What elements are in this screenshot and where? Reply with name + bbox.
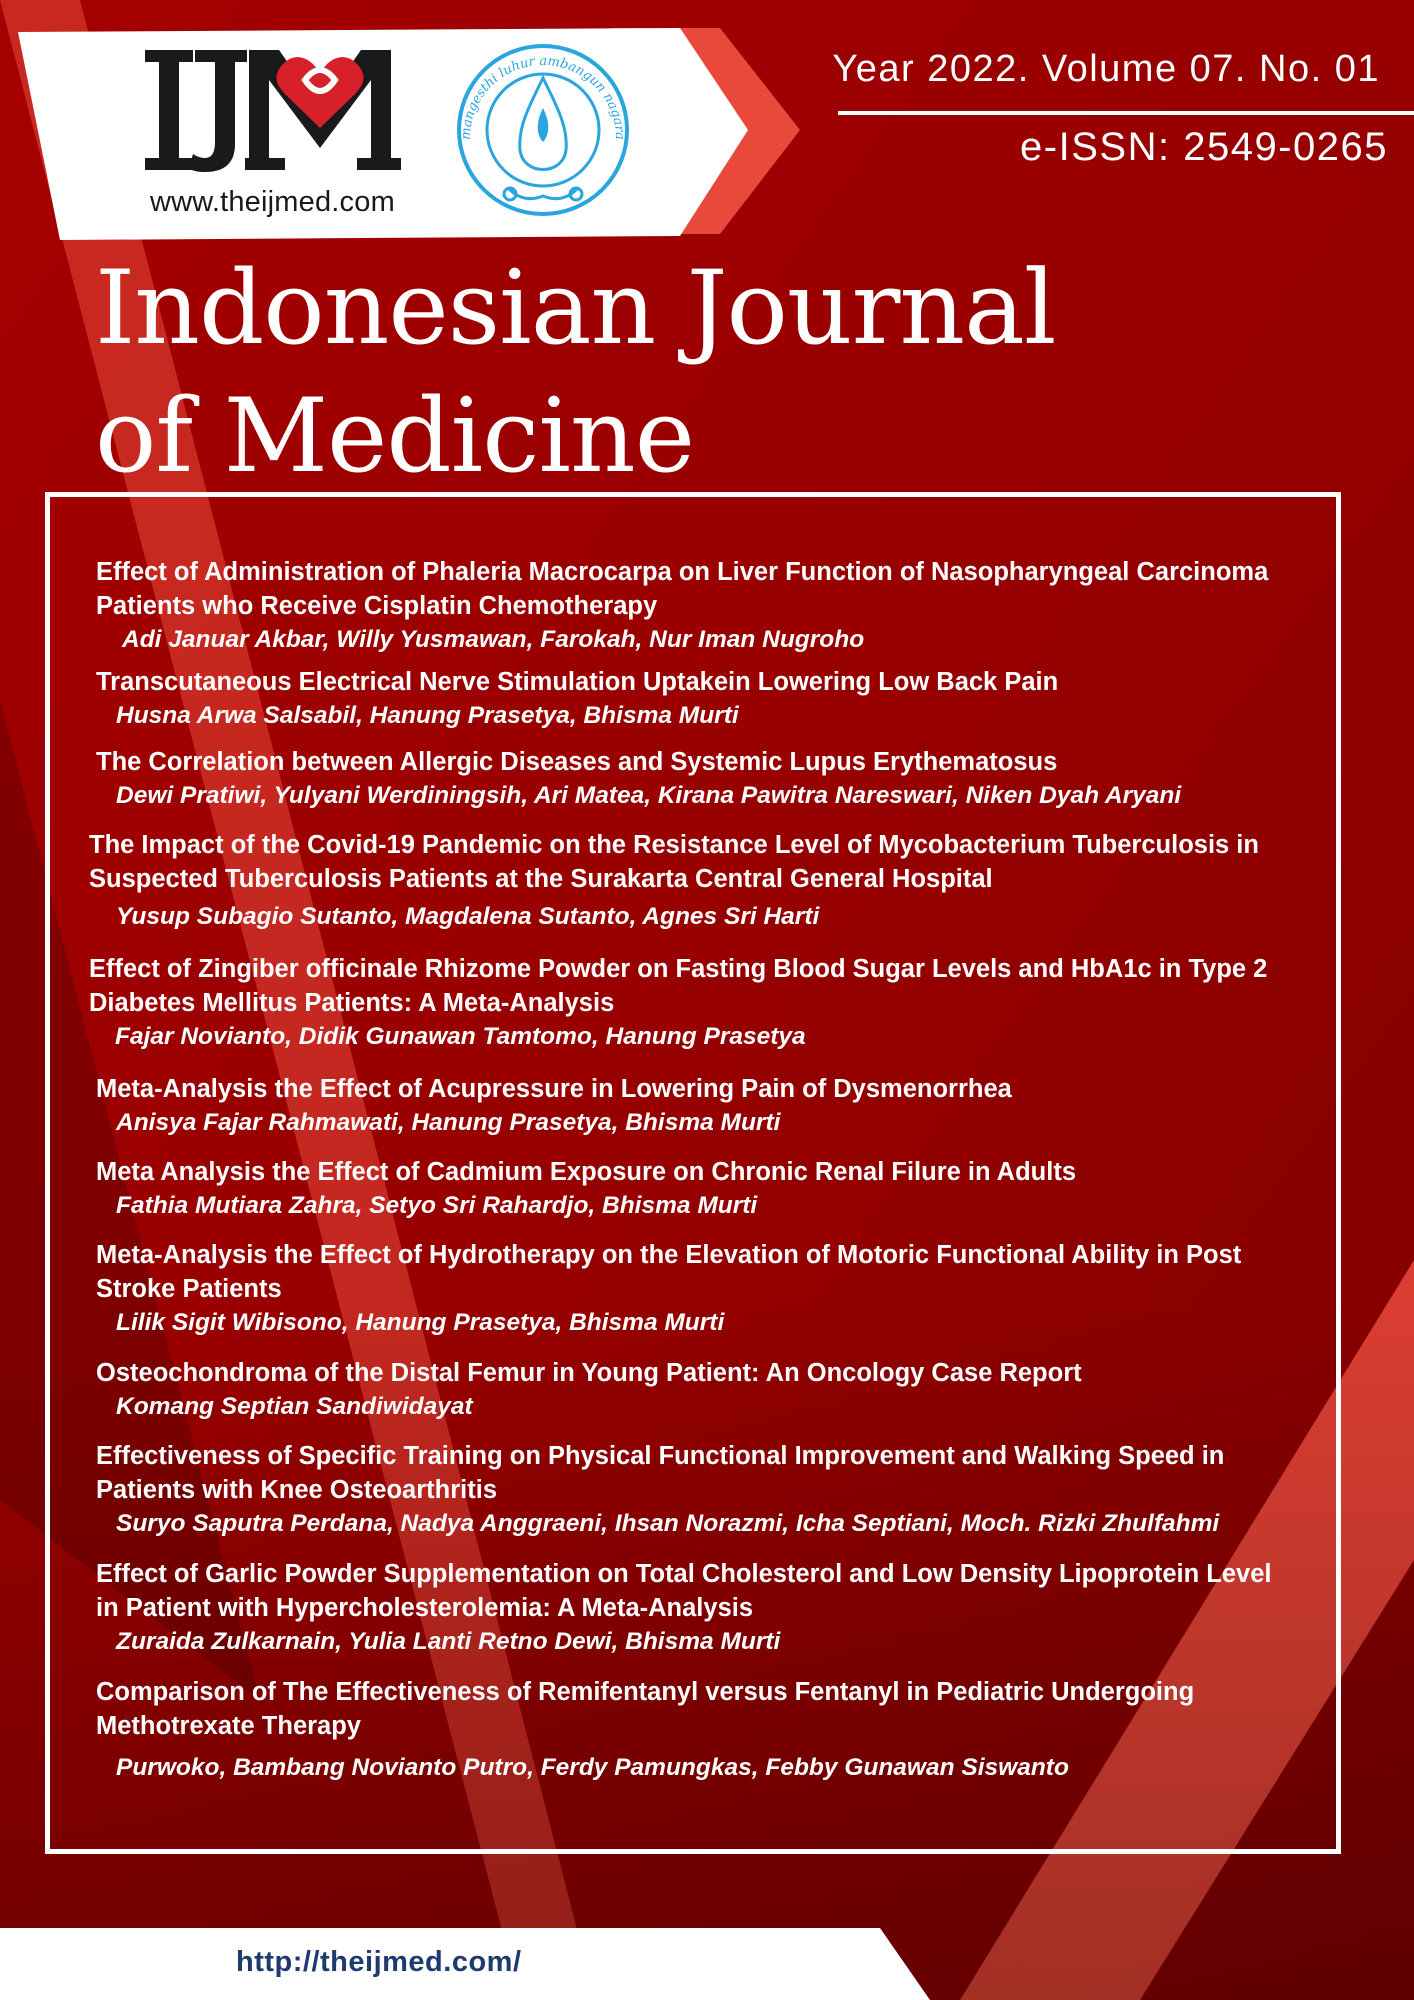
article-authors: Yusup Subagio Sutanto, Magdalena Sutanto, Agnes Sri Harti [116, 903, 820, 930]
footer-url-link[interactable]: http://theijmed.com/ [236, 1946, 522, 1978]
article-authors: Lilik Sigit Wibisono, Hanung Prasetya, Bhisma Murti [116, 1309, 725, 1336]
article-item[interactable] [96, 1072, 1012, 1139]
article-item[interactable] [96, 1238, 1241, 1339]
article-title[interactable]: Transcutaneous Electrical Nerve Stimulation Uptakein Lowering Low Back Pain [96, 668, 1059, 696]
article-title[interactable]: Patients with Knee Osteoarthritis [96, 1476, 498, 1504]
article-authors: Fajar Novianto, Didik Gunawan Tamtomo, Hanung Prasetya [115, 1023, 806, 1050]
article-title[interactable]: Meta Analysis the Effect of Cadmium Exposure on Chronic Renal Filure in Adults [96, 1158, 1077, 1186]
article-title[interactable]: Effectiveness of Specific Training on Physical Functional Improvement and Walking Speed in [96, 1442, 1225, 1470]
table-of-contents [45, 492, 1341, 1854]
article-authors: Husna Arwa Salsabil, Hanung Prasetya, Bhisma Murti [116, 702, 739, 729]
article-title[interactable]: The Impact of the Covid-19 Pandemic on the Resistance Level of Mycobacterium Tuberculosis in [89, 831, 1259, 859]
article-title[interactable]: Meta-Analysis the Effect of Hydrotherapy on the Elevation of Motoric Functional Ability in Post [96, 1241, 1242, 1269]
journal-title-line-1: Indonesian Journal [95, 249, 1056, 368]
article-title[interactable]: Methotrexate Therapy [96, 1712, 361, 1740]
issn-label: e-ISSN: 2549-0265 [1020, 125, 1388, 169]
article-authors: Dewi Pratiwi, Yulyani Werdiningsih, Ari Matea, Kirana Pawitra Nareswari, Niken Dyah Aryani [116, 782, 1182, 809]
article-authors: Zuraida Zulkarnain, Yulia Lanti Retno Dewi, Bhisma Murti [116, 1628, 781, 1655]
article-item[interactable] [96, 665, 1058, 732]
article-authors: Anisya Fajar Rahmawati, Hanung Prasetya, Bhisma Murti [116, 1109, 781, 1136]
article-title[interactable]: Comparison of The Effectiveness of Remifentanyl versus Fentanyl in Pediatric Undergoing [96, 1678, 1195, 1706]
article-item[interactable] [96, 1675, 1194, 1784]
article-authors: Purwoko, Bambang Novianto Putro, Ferdy Pamungkas, Febby Gunawan Siswanto [116, 1754, 1069, 1781]
article-item[interactable] [96, 745, 1181, 812]
article-item[interactable] [96, 1356, 1082, 1423]
article-title[interactable]: The Correlation between Allergic Diseases and Systemic Lupus Erythematosus [96, 748, 1058, 776]
article-title[interactable]: Osteochondroma of the Distal Femur in Young Patient: An Oncology Case Report [96, 1359, 1082, 1387]
ijm-logo[interactable] [145, 50, 425, 182]
article-item[interactable] [96, 1439, 1224, 1540]
article-title[interactable]: Suspected Tuberculosis Patients at the Surakarta Central General Hospital [89, 865, 993, 893]
article-item[interactable] [96, 1155, 1076, 1222]
article-authors: Adi Januar Akbar, Willy Yusmawan, Farokah, Nur Iman Nugroho [122, 626, 865, 653]
article-authors: Fathia Mutiara Zahra, Setyo Sri Rahardjo, Bhisma Murti [116, 1192, 758, 1219]
article-title[interactable]: Effect of Administration of Phaleria Macrocarpa on Liver Function of Nasopharyngeal Carcinoma [96, 558, 1269, 586]
article-item[interactable] [89, 952, 1267, 1053]
article-title[interactable]: in Patient with Hypercholesterolemia: A Meta-Analysis [96, 1594, 754, 1622]
article-title[interactable]: Effect of Zingiber officinale Rhizome Powder on Fasting Blood Sugar Levels and HbA1c in Type 2 [89, 955, 1268, 983]
seal-motto: mangesthi luhur ambangun nagara [458, 53, 628, 141]
article-title[interactable]: Meta-Analysis the Effect of Acupressure in Lowering Pain of Dysmenorrhea [96, 1075, 1012, 1103]
header-divider [838, 111, 1414, 115]
article-authors: Komang Septian Sandiwidayat [116, 1393, 473, 1420]
issue-info: Year 2022. Volume 07. No. 01 [832, 48, 1380, 90]
article-authors: Suryo Saputra Perdana, Nadya Anggraeni, Ihsan Norazmi, Icha Septiani, Moch. Rizki Zhulfahmi [116, 1510, 1220, 1537]
article-title[interactable]: Stroke Patients [96, 1275, 282, 1303]
university-seal-icon [448, 38, 638, 228]
article-title[interactable]: Diabetes Mellitus Patients: A Meta-Analysis [89, 989, 615, 1017]
journal-title-line-2: of Medicine [95, 377, 695, 496]
article-item[interactable] [96, 1557, 1271, 1658]
article-title[interactable]: Patients who Receive Cisplatin Chemotherapy [96, 592, 658, 620]
journal-title [95, 245, 1056, 501]
article-item[interactable] [89, 828, 1259, 933]
article-item[interactable] [96, 555, 1268, 656]
article-title[interactable]: Effect of Garlic Powder Supplementation on Total Cholesterol and Low Density Lipoprotein Level [96, 1560, 1272, 1588]
website-label[interactable]: www.theijmed.com [150, 186, 395, 218]
